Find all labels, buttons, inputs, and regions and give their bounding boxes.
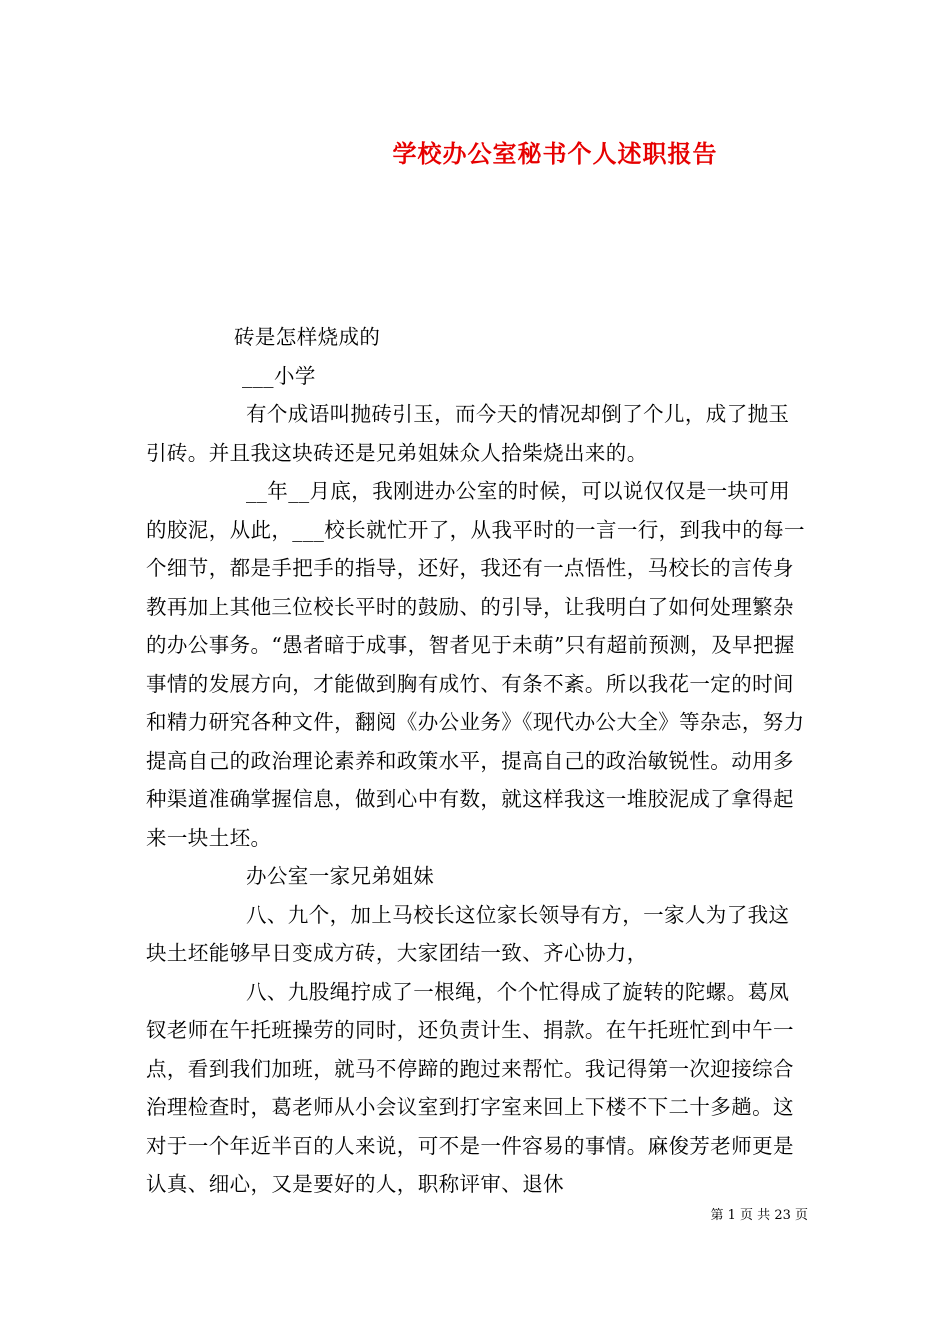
page-number-footer: 第 1 页 共 23 页 <box>710 1208 808 1223</box>
paragraph-intro: 有个成语叫抛砖引玉，而今天的情况却倒了个儿，成了抛玉引砖。并且我这块砖还是兄弟姐妹众人拾柴烧出来的。 <box>146 402 790 465</box>
document-body <box>146 318 806 1204</box>
paragraph-office-start: __年__月底，我刚进办公室的时候，可以说仅仅是一块可用的胶泥，从此，___校长就忙开了，从我平时的一言一行，到我中的每一个细节，都是手把手的指导，还好，我还有一点悟性，马校长的言传身教再加上其他三位校长平时的鼓励、的引导，让我明白了如何处理繁杂的办公事务。“愚者暗于成事，智者见于未萌”只有超前预测，及早把握事情的发展方向，才能做到胸有成竹、有条不紊。所以我花一定的时间和精力研究各种文件，翻阅《办公业务》《现代办公大全》等杂志，努力提高自己的政治理论素养和政策水平，提高自己的政治敏锐性。动用多种渠道准确掌握信息，做到心中有数，就这样我这一堆胶泥成了拿得起来一块土坯。 <box>146 479 805 850</box>
school-name-line: ___小学 <box>242 363 316 388</box>
document-title: 学校办公室秘书个人述职报告 <box>392 139 718 168</box>
section-heading-brick: 砖是怎样烧成的 <box>234 325 381 349</box>
paragraph-teamwork: 八、九股绳拧成了一根绳，个个忙得成了旋转的陀螺。葛凤钗老师在午托班操劳的同时，还负责计生、捐款。在午托班忙到中午一点，看到我们加班，就马不停蹄的跑过来帮忙。我记得第一次迎接综合治理检查时，葛老师从小会议室到打字室来回上下楼不下二十多趟。这对于一个年近半百的人来说，可不是一件容易的事情。麻俊芳老师更是认真、细心，又是要好的人，职称评审、退休 <box>146 979 794 1196</box>
paragraph-family: 八、九个，加上马校长这位家长领导有方，一家人为了我这块土坯能够早日变成方砖，大家团结一致、齐心协力， <box>146 902 790 965</box>
section-heading-office-family: 办公室一家兄弟姐妹 <box>246 864 435 888</box>
